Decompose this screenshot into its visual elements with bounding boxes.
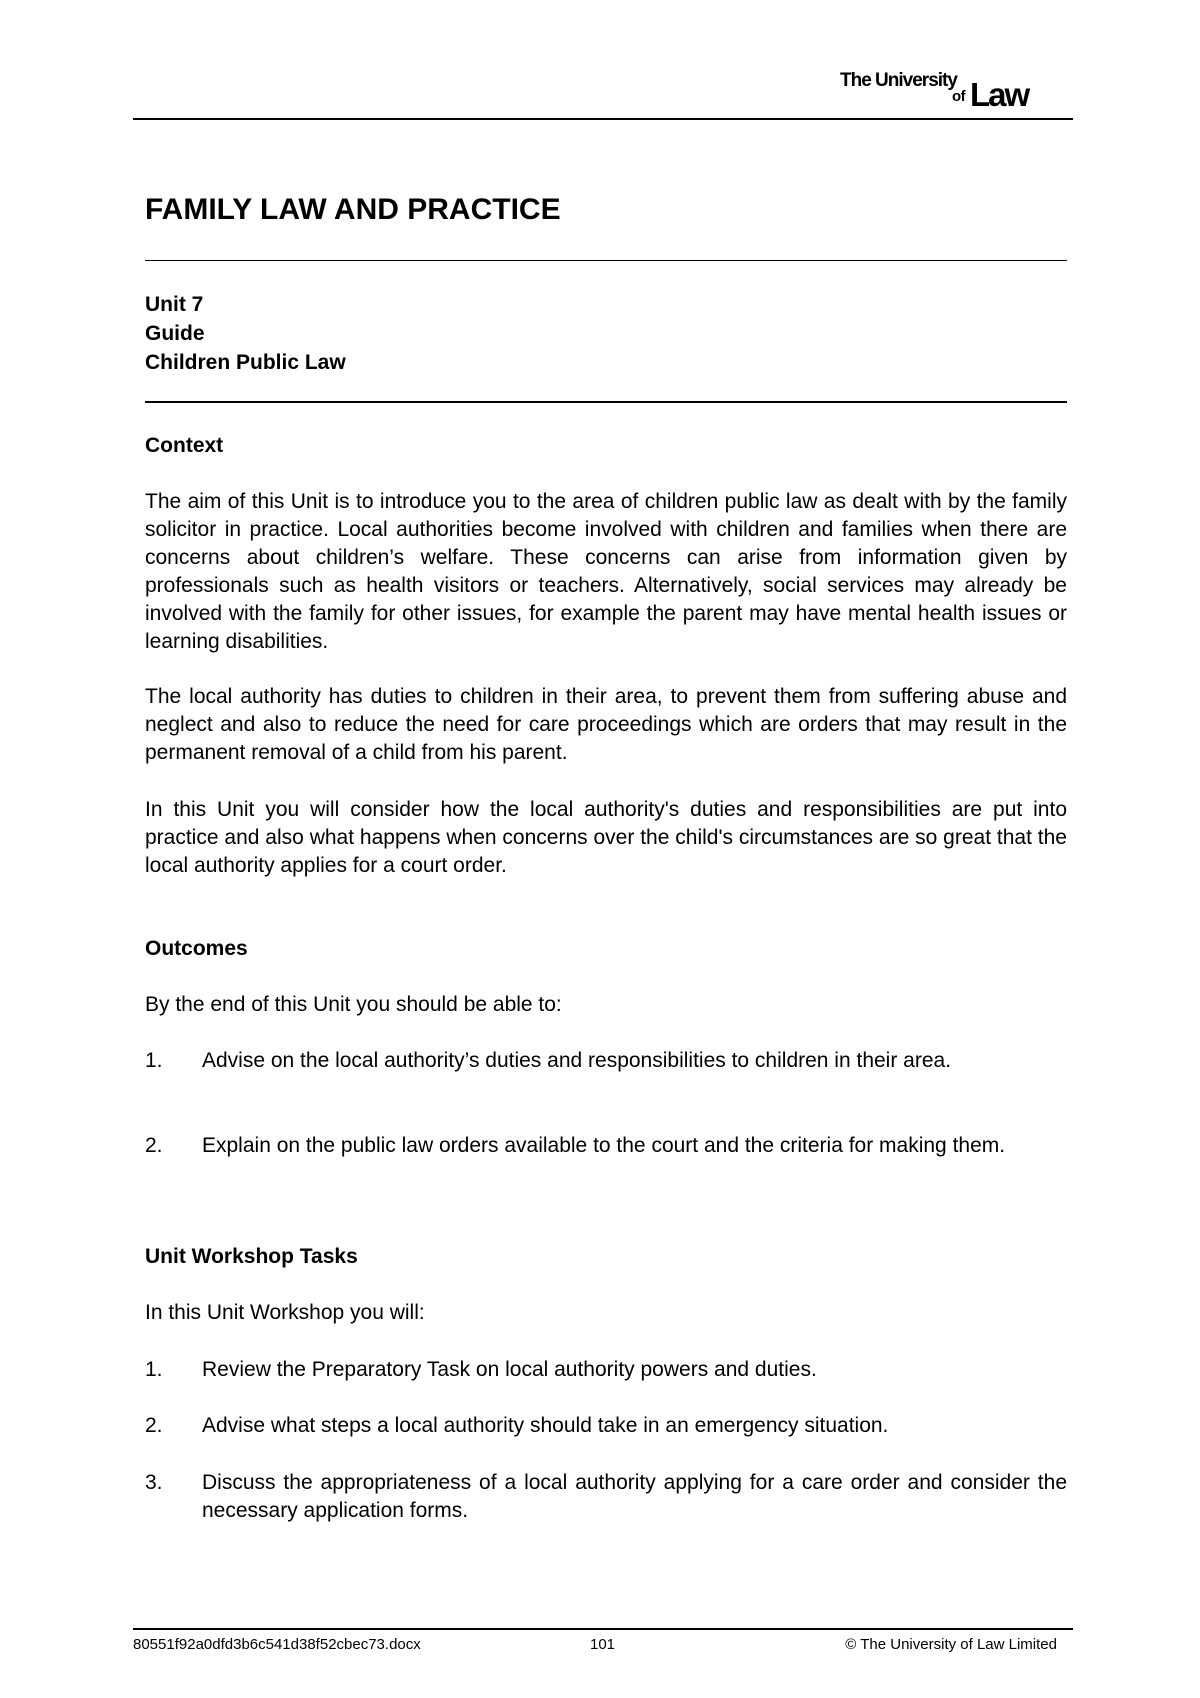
task-item [145,1412,1067,1440]
task-number: 1. [145,1358,163,1381]
unit-info [145,290,346,377]
task-text: Advise what steps a local authority should take in an emergency situation. [202,1414,889,1437]
task-item [145,1469,1067,1525]
outcome-number: 1. [145,1049,163,1072]
context-paragraph-2: The local authority has duties to children in their area, to prevent them from suffering abuse and neglect and also to reduce the need for care proceedings which are orders that may result in the permanent removal of a child from his parent. [145,685,1067,764]
task-item [145,1356,1067,1384]
task-text: Discuss the appropriateness of a local authority applying for a care order and consider the necessary application forms. [202,1471,1067,1522]
university-logo [840,70,1060,113]
unit-type: Guide [145,322,205,345]
context-paragraph-3: In this Unit you will consider how the local authority's duties and responsibilities are put into practice and also what happens when concerns over the child's circumstances are so great that the local authority applies for a court order. [145,798,1067,877]
tasks-intro: In this Unit Workshop you will: [145,1301,425,1324]
document-title: FAMILY LAW AND PRACTICE [145,193,561,226]
footer-divider [133,1628,1073,1630]
context-heading: Context [145,434,224,457]
context-paragraph-1: The aim of this Unit is to introduce you to the area of children public law as dealt with by the family solicitor in practice. Local authorities become involved with children and families when there are concerns about children’s welfare. These concerns can arise from information given by professionals such as health visitors or teachers. Alternatively, social services may already be involved with the family for other issues, for example the parent may have mental health issues or learning disabilities. [145,490,1067,653]
footer-copyright: © The University of Law Limited [845,1636,1057,1653]
task-text: Review the Preparatory Task on local authority powers and duties. [202,1358,817,1381]
logo-of-text: of [952,88,966,105]
header-divider [133,118,1073,120]
footer-filename: 80551f92a0dfd3b6c541d38f52cbec73.docx [133,1636,421,1653]
outcomes-heading: Outcomes [145,937,248,960]
task-number: 3. [145,1471,163,1494]
unit-divider [145,401,1067,403]
task-number: 2. [145,1414,163,1437]
logo-the-university-text: The University [840,70,957,91]
outcome-item [145,1132,1067,1160]
context-paragraph [145,683,1067,767]
outcome-number: 2. [145,1134,163,1157]
outcome-text: Explain on the public law orders available to the court and the criteria for making them. [202,1134,1006,1157]
tasks-heading: Unit Workshop Tasks [145,1245,358,1268]
unit-name: Children Public Law [145,351,346,374]
outcome-item [145,1047,1067,1075]
logo-law-text: Law [970,76,1029,113]
context-paragraph [145,488,1067,656]
context-paragraph [145,796,1067,880]
outcomes-intro: By the end of this Unit you should be able to: [145,993,562,1016]
title-divider [145,260,1067,261]
footer-page-number: 101 [590,1636,616,1653]
outcome-text: Advise on the local authority’s duties and responsibilities to children in their area. [202,1049,952,1072]
unit-number: Unit 7 [145,293,204,316]
